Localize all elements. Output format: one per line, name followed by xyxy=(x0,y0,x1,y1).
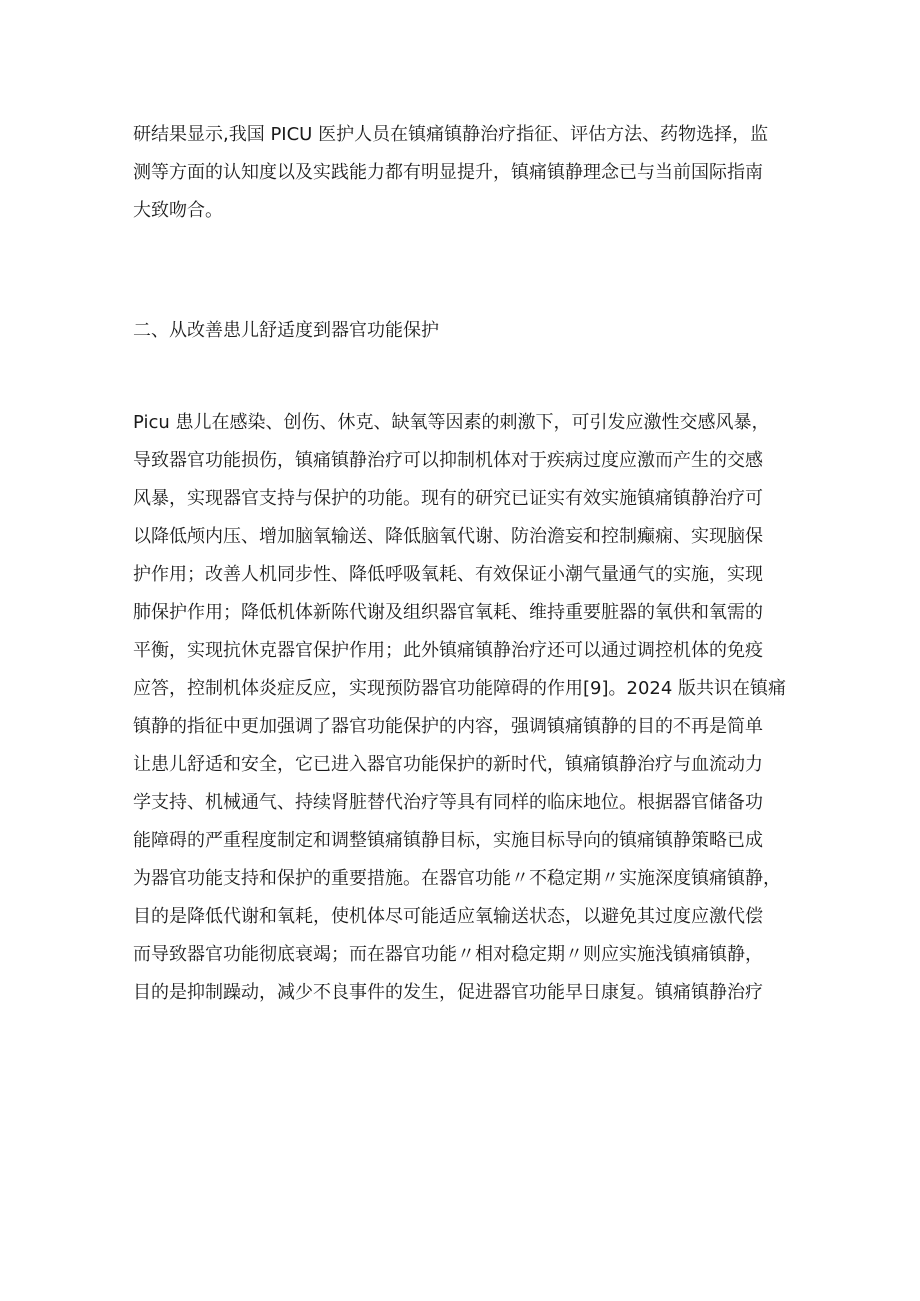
text-line: 导致器官功能损伤，镇痛镇静治疗可以抑制机体对于疾病过度应激而产生的交感 xyxy=(133,450,763,471)
paragraph-intro xyxy=(133,116,803,230)
text-line: 能障碍的严重程度制定和调整镇痛镇静目标，实施目标导向的镇痛镇静策略已成 xyxy=(133,830,763,851)
text-line: 平衡，实现抗休克器官保护作用；此外镇痛镇静治疗还可以通过调控机体的免疫 xyxy=(133,640,763,661)
text-line: 学支持、机械通气、持续肾脏替代治疗等具有同样的临床地位。根据器官储备功 xyxy=(133,792,763,813)
text-line: Picu 患儿在感染、创伤、休克、缺氧等因素的刺激下，可引发应激性交感风暴， xyxy=(133,412,770,433)
section-heading-text: 二、从改善患儿舒适度到器官功能保护 xyxy=(133,320,439,341)
text-line: 大致吻合。 xyxy=(133,200,223,221)
text-line: 应答，控制机体炎症反应，实现预防器官功能障碍的作用[9]。2024 版共识在镇痛 xyxy=(133,678,787,699)
text-line: 为器官功能支持和保护的重要措施。在器官功能〃不稳定期〃实施深度镇痛镇静， xyxy=(133,868,781,889)
text-line: 镇静的指征中更加强调了器官功能保护的内容，强调镇痛镇静的目的不再是简单 xyxy=(133,716,763,737)
text-line: 肺保护作用；降低机体新陈代谢及组织器官氧耗、维持重要脏器的氧供和氧需的 xyxy=(133,602,763,623)
paragraph-body xyxy=(133,404,803,1012)
text-line: 目的是抑制躁动，减少不良事件的发生，促进器官功能早日康复。镇痛镇静治疗 xyxy=(133,982,763,1003)
text-line: 研结果显示,我国 PICU 医护人员在镇痛镇静治疗指征、评估方法、药物选择，监 xyxy=(133,124,769,145)
text-line: 以降低颅内压、增加脑氧输送、降低脑氧代谢、防治澹妄和控制癫痫、实现脑保 xyxy=(133,526,763,547)
text-line: 目的是降低代谢和氧耗，使机体尽可能适应氧输送状态，以避免其过度应激代偿 xyxy=(133,906,763,927)
text-line: 测等方面的认知度以及实践能力都有明显提升，镇痛镇静理念已与当前国际指南 xyxy=(133,162,763,183)
text-line: 护作用；改善人机同步性、降低呼吸氧耗、有效保证小潮气量通气的实施，实现 xyxy=(133,564,763,585)
text-line: 让患儿舒适和安全，它已进入器官功能保护的新时代，镇痛镇静治疗与血流动力 xyxy=(133,754,763,775)
text-line: 风暴，实现器官支持与保护的功能。现有的研究已证实有效实施镇痛镇静治疗可 xyxy=(133,488,763,509)
text-line: 而导致器官功能彻底衰竭；而在器官功能〃相对稳定期〃则应实施浅镇痛镇静， xyxy=(133,944,763,965)
section-heading xyxy=(133,312,803,350)
